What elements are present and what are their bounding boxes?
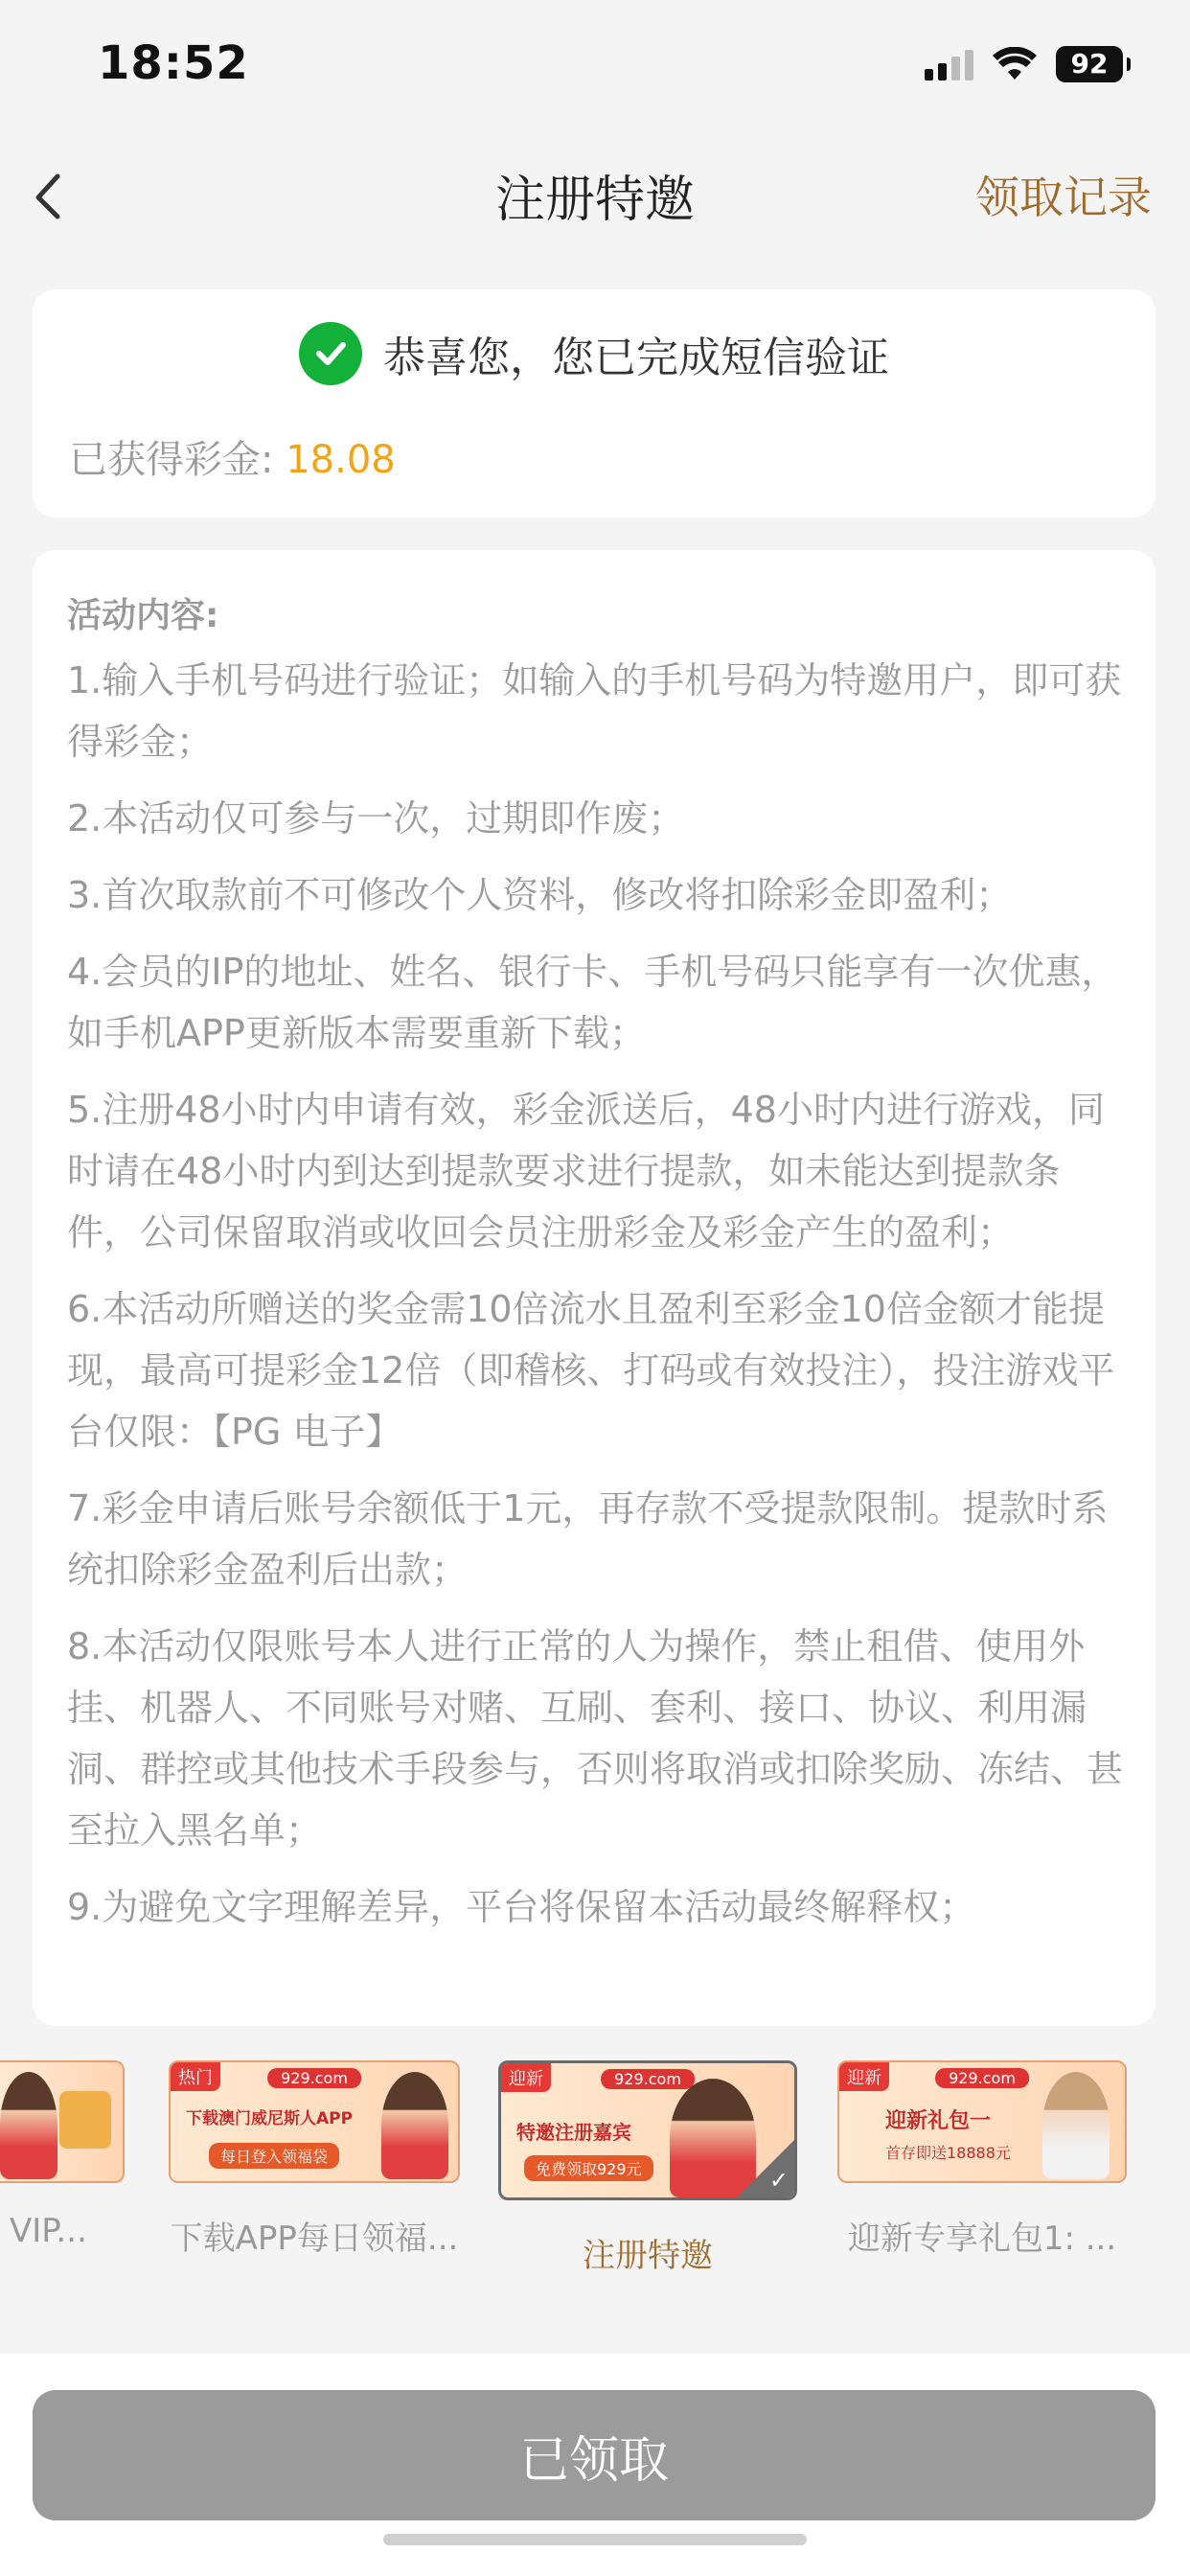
promo-tab-label: 下载APP每日领福... (170, 2220, 459, 2258)
wifi-icon (993, 47, 1037, 81)
rule-item: 2.本活动仅可参与一次，过期即作废； (67, 797, 685, 840)
nav-bar (0, 134, 1190, 249)
promo-figure-image (381, 2072, 448, 2179)
rules-list (67, 650, 1131, 1953)
status-time: 18:52 (98, 36, 249, 90)
promo-sub: 免费领取929元 (524, 2155, 653, 2181)
page-title: 注册特邀 (494, 172, 695, 229)
promo-tab-welcome-pack[interactable] (837, 2060, 1127, 2259)
verification-success-card (33, 289, 1156, 518)
promo-tab-download-app[interactable] (169, 2060, 460, 2259)
promo-brand: 929.com (267, 2068, 361, 2088)
rule-item: 9.为避免文字理解差异，平台将保留本活动最终解释权； (67, 1886, 976, 1928)
success-message: 恭喜您，您已完成短信验证 (383, 334, 889, 382)
rule-item: 8.本活动仅限账号本人进行正常的人为操作，禁止租借、使用外挂、机器人、不同账号对赌、互刷、套利、接口、协议、利用漏洞、群控或其他技术手段参与，否则将取消或扣除奖励、冻结、甚至拉入黑名单； (67, 1625, 1124, 1852)
promo-badge: 热门 (171, 2062, 220, 2091)
promo-thumb-download-app (169, 2060, 460, 2183)
vip-crown-icon (59, 2091, 111, 2149)
promo-brand: 929.com (935, 2068, 1029, 2088)
status-bar (0, 0, 1190, 134)
promo-thumb-register-invite (498, 2060, 797, 2200)
promotion-tabs (0, 2060, 1190, 2290)
promo-slogan: 迎新礼包一 (885, 2109, 992, 2133)
promo-sub: 首存即送18888元 (885, 2144, 1011, 2162)
battery-icon: 92 (1056, 46, 1123, 82)
cellular-signal-icon (925, 48, 973, 80)
promo-thumb-vip (0, 2060, 125, 2183)
promo-sub: 每日登入领福袋 (209, 2143, 339, 2169)
rule-item: 3.首次取款前不可修改个人资料，修改将扣除彩金即盈利； (67, 874, 1013, 916)
promo-thumb-welcome-pack (837, 2060, 1127, 2183)
status-icons (925, 46, 1123, 82)
rule-item: 5.注册48小时内申请有效，彩金派送后，48小时内进行游戏，同时请在48小时内到达到提款要求进行提款，如未能达到提款条件，公司保留取消或收回会员注册彩金及彩金产生的盈利； (67, 1089, 1105, 1254)
bonus-label: 已获得彩金: (69, 438, 286, 482)
rule-item: 1.输入手机号码进行验证；如输入的手机号码为特邀用户，即可获得彩金； (67, 659, 1122, 763)
promo-tab-label: VIP... (10, 2212, 87, 2250)
promo-slogan: 下载澳门威尼斯人APP (186, 2109, 354, 2128)
promo-figure-image (0, 2072, 57, 2179)
claim-records-link[interactable]: 领取记录 (975, 172, 1152, 223)
promo-badge: 迎新 (501, 2063, 551, 2092)
rule-item: 7.彩金申请后账号余额低于1元，再存款不受提款限制。提款时系统扣除彩金盈利后出款； (67, 1487, 1109, 1591)
rule-item: 4.会员的IP的地址、姓名、银行卡、手机号码只能享有一次优惠，如手机APP更新版本需要重新下载； (67, 951, 1118, 1054)
promo-tab-label: 注册特邀 (583, 2237, 713, 2275)
promo-brand: 929.com (601, 2069, 695, 2089)
bonus-row (69, 429, 396, 484)
promo-figure-image (1042, 2072, 1110, 2179)
promo-tab-vip[interactable] (0, 2060, 125, 2250)
promo-tab-register-invite[interactable] (498, 2060, 797, 2276)
promo-badge: 迎新 (839, 2062, 889, 2091)
bonus-amount: 18.08 (286, 438, 396, 482)
promo-slogan: 特邀注册嘉宾 (516, 2121, 631, 2144)
selected-check-icon: ✓ (737, 2140, 794, 2197)
check-circle-icon (299, 322, 362, 385)
claimed-button[interactable]: 已领取 (33, 2390, 1156, 2520)
home-indicator (383, 2534, 807, 2545)
activity-rules-card (33, 550, 1156, 2026)
promo-tab-label: 迎新专享礼包1: ... (847, 2220, 1117, 2258)
rule-item: 6.本活动所赠送的奖金需10倍流水且盈利至彩金10倍金额才能提现，最高可提彩金12倍（即稽核、打码或有效投注），投注游戏平台仅限：【PG 电子】 (67, 1288, 1115, 1453)
rules-title: 活动内容: (67, 596, 219, 635)
success-message-row (33, 322, 1156, 385)
